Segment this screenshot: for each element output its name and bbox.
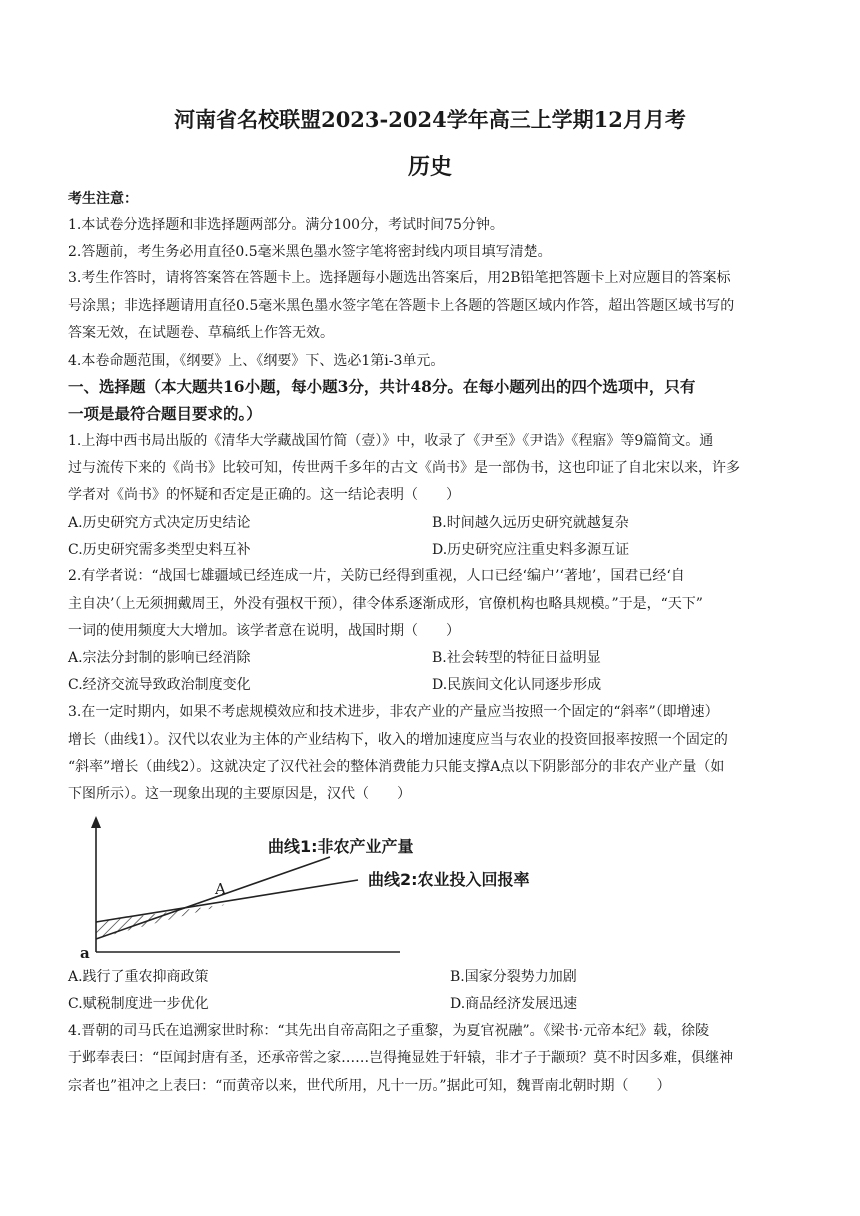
question-1-option-b[interactable]: B.时间越久远历史研究就越复杂 [432, 515, 629, 531]
question-1-option-d[interactable]: D.历史研究应注重史料多源互证 [432, 542, 630, 558]
question-3-text: 增长（曲线1）。汉代以农业为主体的产业结构下，收入的增加速度应当与农业的投资回报率按照一个固定的 [68, 732, 728, 748]
question-3-text: 3.在一定时期内，如果不考虑规模效应和技术进步，非农产业的产量应当按照一个固定的“斜率”（即增速） [68, 704, 719, 720]
question-4-text: 4.晋朝的司马氏在追溯家世时称：“其先出自帝高阳之子重黎，为夏官祝融”。《梁书·元帝本纪》载，徐陵 [68, 1023, 710, 1039]
question-3-figure [68, 812, 568, 962]
question-1-text: 1.上海中西书局出版的《清华大学藏战国竹简（壹）》中，收录了《尹至》《尹诰》《程寤》等9篇简文。通 [68, 433, 714, 449]
notice-item: 3.考生作答时，请将答案答在答题卡上。选择题每小题选出答案后，用2B铅笔把答题卡上对应题目的答案标 [68, 270, 731, 286]
question-2-option-a[interactable]: A.宗法分封制的影响已经消除 [68, 650, 251, 666]
question-3-option-c[interactable]: C.赋税制度进一步优化 [68, 996, 209, 1012]
question-2-text: 一词的使用频度大大增加。该学者意在说明，战国时期（ ） [68, 623, 460, 639]
question-2-option-b[interactable]: B.社会转型的特征日益明显 [432, 650, 601, 666]
notice-item: 1.本试卷分选择题和非选择题两部分。满分100分，考试时间75分钟。 [68, 217, 504, 233]
curve-2-label: 曲线2:农业投入回报率 [368, 870, 530, 889]
question-1-text: 学者对《尚书》的怀疑和否定是正确的。这一结论表明（ ） [68, 487, 460, 503]
exam-title: 河南省名校联盟2023-2024学年高三上学期12月月考 [174, 107, 686, 132]
question-3-text: 下图所示）。这一现象出现的主要原因是，汉代（ ） [68, 786, 411, 802]
question-2-option-c[interactable]: C.经济交流导致政治制度变化 [68, 677, 251, 693]
question-3-option-a[interactable]: A.践行了重农抑商政策 [68, 969, 209, 985]
question-2-text: 2.有学者说：“战国七雄疆域已经连成一片，关防已经得到重视，人口已经‘编户’‘著地’，国君已经‘自 [68, 568, 685, 584]
section-heading: 一项是最符合题目要求的。） [68, 404, 262, 423]
curve-1-line [96, 857, 330, 939]
section-heading: 一、选择题（本大题共16小题，每小题3分，共计48分。在每小题列出的四个选项中，只有 [68, 377, 696, 396]
point-a-label: A [215, 880, 226, 898]
question-2-option-d[interactable]: D.民族间文化认同逐步形成 [432, 677, 602, 693]
question-3-text: “斜率”增长（曲线2）。这就决定了汉代社会的整体消费能力只能支撑A点以下阴影部分的非农产业产量（如 [68, 759, 725, 775]
question-1-option-a[interactable]: A.历史研究方式决定历史结论 [68, 515, 251, 531]
notice-item: 答案无效，在试题卷、草稿纸上作答无效。 [68, 325, 334, 341]
y-axis-arrow [91, 816, 101, 828]
question-2-text: 主自决’（上无须拥戴周王，外没有强权干预），律令体系逐渐成形，官僚机构也略具规模。”于是，“天下” [68, 596, 703, 612]
question-3-option-d[interactable]: D.商品经济发展迅速 [450, 996, 578, 1012]
notice-item: 2.答题前，考生务必用直径0.5毫米黑色墨水签字笔将密封线内项目填写清楚。 [68, 244, 552, 260]
question-1-text: 过与流传下来的《尚书》比较可知，传世两千多年的古文《尚书》是一部伪书，这也印证了自北宋以来，许多 [68, 460, 740, 476]
shaded-region [96, 904, 228, 939]
notice-item: 号涂黑；非选择题请用直径0.5毫米黑色墨水签字笔在答题卡上各题的答题区域内作答，超出答题区域书写的 [68, 298, 735, 314]
curve-2-line [96, 880, 358, 922]
question-3-option-b[interactable]: B.国家分裂势力加剧 [450, 969, 577, 985]
question-4-text: 宗者也”祖冲之上表曰：“而黄帝以来，世代所用，凡十一历。”据此可知，魏晋南北朝时期（ ） [68, 1078, 671, 1094]
notice-heading: 考生注意： [68, 191, 138, 207]
question-4-text: 于邺奉表曰：“臣闻封唐有圣，还承帝喾之家……岂得掩显姓于轩辕，非才子于颛顼？莫不时因多难，俱继神 [68, 1050, 734, 1066]
origin-label: a [80, 944, 90, 962]
notice-item: 4.本卷命题范围，《纲要》上、《纲要》下、选必1第i-3单元。 [68, 353, 445, 369]
question-1-option-c[interactable]: C.历史研究需多类型史料互补 [68, 542, 251, 558]
subject-title: 历史 [407, 154, 452, 180]
curve-1-label: 曲线1:非农产业产量 [268, 837, 414, 856]
